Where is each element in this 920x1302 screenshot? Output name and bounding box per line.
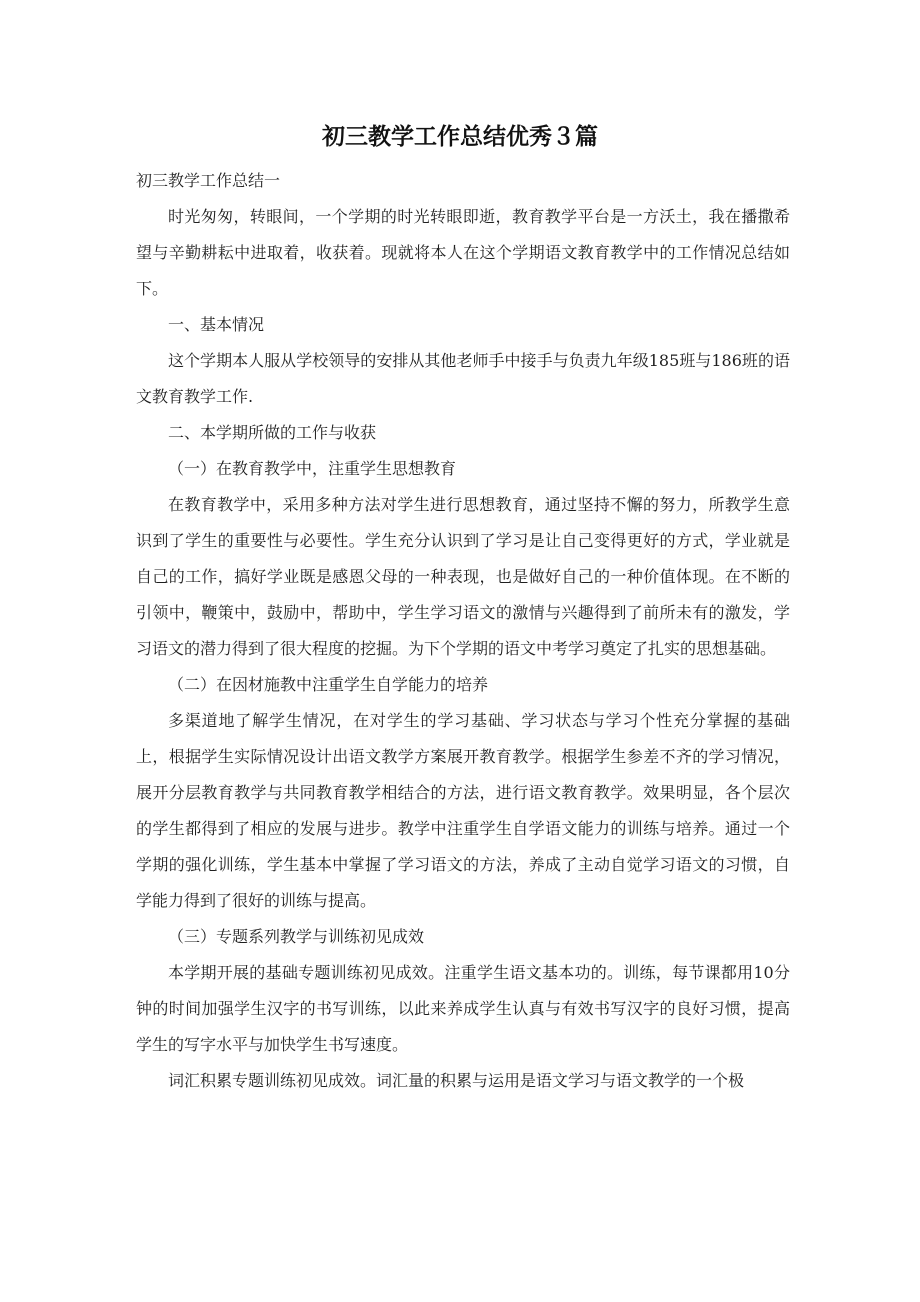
subsection-heading: （三）专题系列教学与训练初见成效 (168, 927, 425, 946)
paragraph: 多渠道地了解学生情况，在对学生的学习基础、学习状态与学习个性充分掌握的基础上，根据学生实际情况设计出语文教学方案展开教育教学。根据学生参差不齐的学习情况，展开分层教育教学与共同教育教学相结合的方法，进行语文教育教学。效果明显，各个层次的学生都得到了相应的发展与进步。教学中注重学生自学语文能力的训练与培养。通过一个学期的强化训练，学生基本中掌握了学习语文的方法，养成了主动自觉学习语文的习惯，自学能力得到了很好的训练与提高。 (136, 711, 790, 910)
subsection-heading: （二）在因材施教中注重学生自学能力的培养 (168, 675, 489, 694)
paragraph: 时光匆匆，转眼间，一个学期的时光转眼即逝，教育教学平台是一方沃土，我在播撒希望与辛勤耕耘中进取着，收获着。现就将本人在这个学期语文教育教学中的工作情况总结如下。 (136, 207, 790, 298)
document-body (136, 163, 790, 1099)
section-heading: 二、本学期所做的工作与收获 (168, 423, 377, 442)
paragraph: 词汇积累专题训练初见成效。词汇量的积累与运用是语文学习与语文教学的一个极 (168, 1071, 745, 1090)
section-heading: 初三教学工作总结一 (136, 171, 281, 190)
subsection-heading: （一）在教育教学中，注重学生思想教育 (168, 459, 457, 478)
paragraph: 这个学期本人服从学校领导的安排从其他老师手中接手与负责九年级185班与186班的语文教育教学工作. (136, 351, 790, 406)
paragraph: 在教育教学中，采用多种方法对学生进行思想教育，通过坚持不懈的努力，所教学生意识到了学生的重要性与必要性。学生充分认识到了学习是让自己变得更好的方式，学业就是自己的工作，搞好学业既是感恩父母的一种表现，也是做好自己的一种价值体现。在不断的引领中，鞭策中，鼓励中，帮助中，学生学习语文的激情与兴趣得到了前所未有的激发，学习语文的潜力得到了很大程度的挖掘。为下个学期的语文中考学习奠定了扎实的思想基础。 (136, 495, 790, 658)
section-heading: 一、基本情况 (168, 315, 265, 334)
paragraph: 本学期开展的基础专题训练初见成效。注重学生语文基本功的。训练，每节课都用10分钟的时间加强学生汉字的书写训练，以此来养成学生认真与有效书写汉字的良好习惯，提高学生的写字水平与加快学生书写速度。 (136, 963, 790, 1054)
document-title: 初三教学工作总结优秀３篇 (322, 124, 598, 150)
